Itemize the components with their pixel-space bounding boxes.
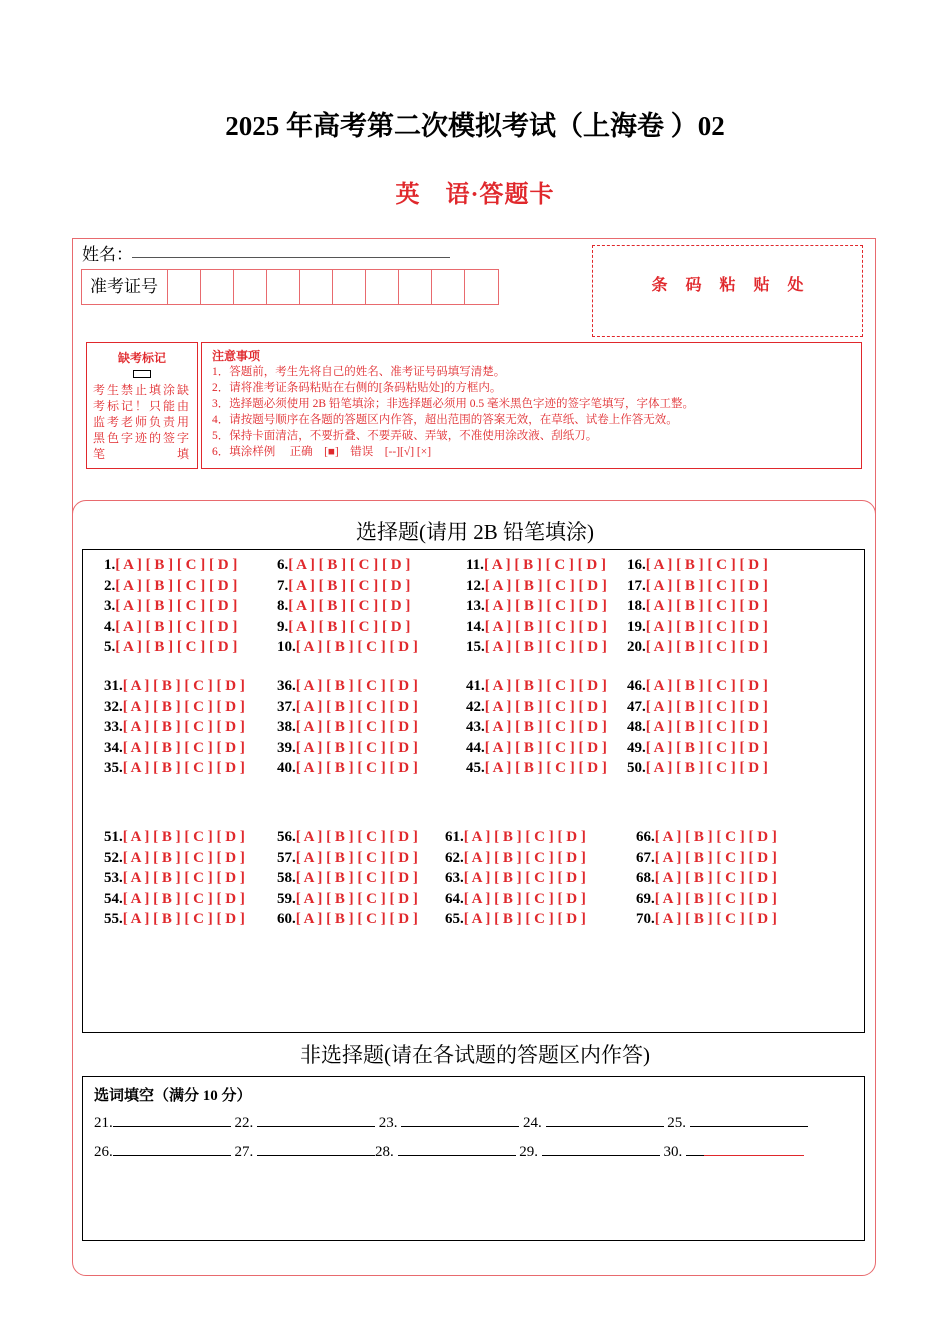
mc-question-number: 54. [104,890,123,907]
mc-question [636,828,777,846]
fill-blank-row [94,1114,808,1132]
page-subtitle: 英 语·答题卡 [395,182,555,208]
mc-answer-options[interactable]: [ A ] [ B ] [ C ] [ D ] [483,557,606,573]
mc-answer-options[interactable]: [ A ] [ B ] [ C ] [ D ] [295,739,418,756]
exam-number-cell[interactable] [366,270,399,304]
mc-answer-options[interactable]: [ A ] [ B ] [ C ] [ D ] [122,719,245,735]
notes-item: 2．请将准考证条码粘贴在右侧的[条码粘贴处]的方框内。 [212,382,502,394]
mc-question-number: 36. [277,678,296,694]
mc-question [277,869,418,887]
mc-answer-options[interactable]: [ A ] [ B ] [ C ] [ D ] [484,678,607,694]
mc-question [636,910,777,928]
mc-answer-options[interactable]: [ A ] [ B ] [ C ] [ D ] [463,911,586,927]
mc-question-number: 60. [277,911,296,927]
mc-question [104,890,245,908]
mc-question-number: 40. [277,760,296,776]
mc-question [466,759,607,777]
mc-question-number: 32. [104,698,123,715]
exam-number-grid [81,269,499,305]
mc-question-number: 64. [445,890,464,907]
mc-heading: 选择题(请用 2B 铅笔填涂) [356,520,594,544]
mc-question [627,618,768,636]
mc-question [627,677,768,695]
mc-question-number: 38. [277,719,296,735]
mc-answer-options[interactable]: [ A ] [ B ] [ C ] [ D ] [645,760,768,776]
mc-question [627,577,768,595]
mc-answer-options[interactable]: [ A ] [ B ] [ C ] [ D ] [654,870,777,886]
mc-question [627,739,768,757]
mc-answer-options[interactable]: [ A ] [ B ] [ C ] [ D ] [295,870,418,886]
mc-answer-options[interactable]: [ A ] [ B ] [ C ] [ D ] [122,698,245,715]
mc-answer-options[interactable]: [ A ] [ B ] [ C ] [ D ] [122,678,245,694]
mc-question-number: 17. [627,577,646,594]
mc-question [277,556,410,574]
mc-answer-options[interactable]: [ A ] [ B ] [ C ] [ D ] [484,739,607,756]
mc-question [277,718,418,736]
mc-answer-options[interactable]: [ A ] [ B ] [ C ] [ D ] [463,870,586,886]
name-field[interactable] [132,257,450,258]
fill-blank-number: 23. [378,1115,398,1131]
mc-question-number: 5. [104,639,116,655]
notes-box [201,342,862,469]
mc-question-number: 65. [445,911,464,927]
mc-question-number: 66. [636,829,655,845]
exam-number-label: 准考证号 [82,270,168,304]
mc-question [636,890,777,908]
exam-number-cell[interactable] [267,270,300,304]
mc-answer-options[interactable]: [ A ] [ B ] [ C ] [ D ] [654,890,777,907]
mc-question [636,849,777,867]
mc-question-number: 62. [445,849,464,866]
mc-question [466,698,607,716]
mc-question-number: 52. [104,849,123,866]
mc-question-number: 42. [466,698,485,715]
mc-question-number: 59. [277,890,296,907]
mc-question-number: 48. [627,719,646,735]
mc-answer-options[interactable]: [ A ] [ B ] [ C ] [ D ] [645,639,768,655]
mc-question-number: 15. [466,639,485,655]
mc-answer-options[interactable]: [ A ] [ B ] [ C ] [ D ] [295,639,418,655]
mc-answer-options[interactable]: [ A ] [ B ] [ C ] [ D ] [115,557,238,573]
mc-question [636,869,777,887]
mc-question [104,910,245,928]
mc-question-number: 3. [104,598,116,614]
exam-number-cell[interactable] [399,270,432,304]
mc-question-number: 2. [104,577,116,594]
mc-question-number: 44. [466,739,485,756]
mc-answer-options[interactable]: [ A ] [ B ] [ C ] [ D ] [484,618,607,635]
mc-answer-options[interactable]: [ A ] [ B ] [ C ] [ D ] [645,557,768,573]
mc-question-number: 10. [277,639,296,655]
mc-answer-options[interactable]: [ A ] [ B ] [ C ] [ D ] [654,911,777,927]
mc-question [466,597,607,615]
mc-question [277,698,418,716]
page-title: 2025 年高考第二次模拟考试（上海卷 ）02 [225,111,725,141]
absent-mark-text: 考生禁止填涂缺考标记！只能由监考老师负责用黑色字迹的签字笔填 [93,383,192,461]
mc-answer-options[interactable]: [ A ] [ B ] [ C ] [ D ] [122,870,245,886]
mc-question [277,828,418,846]
mc-question [466,577,607,595]
fill-blank-line[interactable] [704,1143,804,1156]
mc-question [466,638,607,656]
mc-question-number: 53. [104,870,123,886]
mc-question-number: 8. [277,598,289,614]
mc-question-number: 4. [104,618,116,635]
mc-question-number: 46. [627,678,646,694]
mc-question-number: 6. [277,557,289,573]
mc-question [466,718,607,736]
mc-question-number: 69. [636,890,655,907]
mc-question [277,677,418,695]
mc-answer-options[interactable]: [ A ] [ B ] [ C ] [ D ] [463,829,586,845]
mc-question [277,618,410,636]
barcode-area [592,245,863,337]
mc-answer-options[interactable]: [ A ] [ B ] [ C ] [ D ] [484,598,607,614]
mc-question-number: 67. [636,849,655,866]
notes-title: 注意事项 [212,349,261,363]
mc-answer-options[interactable]: [ A ] [ B ] [ C ] [ D ] [122,890,245,907]
mc-answer-options[interactable]: [ A ] [ B ] [ C ] [ D ] [122,911,245,927]
mc-question [466,739,607,757]
notes-item: 1．答题前，考生先将自己的姓名、准考证号码填写清楚。 [212,366,506,378]
mc-answer-options[interactable]: [ A ] [ B ] [ C ] [ D ] [484,760,607,776]
mc-question-number: 55. [104,911,123,927]
mc-question-number: 41. [466,678,485,694]
barcode-label: 条码粘贴处 [651,277,822,294]
mc-question [277,739,418,757]
exam-number-cell[interactable] [300,270,333,304]
absent-mark-checkbox[interactable] [133,370,151,378]
mc-answer-options[interactable]: [ A ] [ B ] [ C ] [ D ] [295,698,418,715]
name-label: 姓名： [82,245,133,264]
mc-question-number: 56. [277,829,296,845]
mc-question [277,849,418,867]
mc-question-number: 33. [104,719,123,735]
mc-answer-options[interactable]: [ A ] [ B ] [ C ] [ D ] [645,698,768,715]
fill-blank-line[interactable] [686,1143,704,1156]
mc-question-number: 9. [277,618,289,635]
mc-question [277,890,418,908]
mc-question-number: 31. [104,678,123,694]
mc-question [104,698,245,716]
mc-answer-options[interactable]: [ A ] [ B ] [ C ] [ D ] [654,829,777,845]
fill-blank-number: 22. [234,1115,254,1131]
mc-question [466,556,606,574]
mc-question [277,577,410,595]
mc-question [277,638,418,656]
mc-question [627,556,768,574]
mc-question-number: 11. [466,557,484,573]
mc-question-number: 63. [445,870,464,886]
absent-mark-title: 缺考标记 [117,351,166,365]
mc-question-number: 50. [627,760,646,776]
fill-blank-number: 30. [663,1144,683,1160]
fill-blank-number: 26. [94,1144,113,1160]
mc-question-number: 45. [466,760,485,776]
mc-question [104,677,245,695]
mc-question [104,828,245,846]
mc-answer-options[interactable]: [ A ] [ B ] [ C ] [ D ] [288,577,411,594]
mc-answer-options[interactable]: [ A ] [ B ] [ C ] [ D ] [122,849,245,866]
mc-answer-options[interactable]: [ A ] [ B ] [ C ] [ D ] [645,739,768,756]
mc-answer-options[interactable]: [ A ] [ B ] [ C ] [ D ] [122,760,245,776]
mc-question-number: 14. [466,618,485,635]
fill-blank-number: 25. [667,1115,686,1131]
mc-question [104,869,245,887]
mc-question [104,759,245,777]
exam-number-cell[interactable] [333,270,366,304]
mc-question-number: 19. [627,618,646,635]
mc-question-number: 35. [104,760,123,776]
mc-question-number: 43. [466,719,485,735]
mc-answer-options[interactable]: [ A ] [ B ] [ C ] [ D ] [645,678,768,694]
mc-answer-options[interactable]: [ A ] [ B ] [ C ] [ D ] [463,890,586,907]
mc-question [445,869,586,887]
mc-answer-options[interactable]: [ A ] [ B ] [ C ] [ D ] [115,618,238,635]
mc-question [104,849,245,867]
mc-question [627,698,768,716]
mc-answer-options[interactable]: [ A ] [ B ] [ C ] [ D ] [484,577,607,594]
mc-question-number: 16. [627,557,646,573]
mc-question [104,718,245,736]
fill-blank-line[interactable] [257,1114,375,1127]
mc-question [104,618,237,636]
fill-blank-number: 24. [523,1115,542,1131]
exam-number-cell[interactable] [234,270,267,304]
fill-blank-line[interactable] [257,1143,375,1156]
mc-question [277,759,418,777]
mc-answer-options[interactable]: [ A ] [ B ] [ C ] [ D ] [295,849,418,866]
mc-answer-options[interactable]: [ A ] [ B ] [ C ] [ D ] [115,639,238,655]
mc-question [627,718,768,736]
mc-question-number: 18. [627,598,646,614]
mc-question [445,910,586,928]
mc-answer-options[interactable]: [ A ] [ B ] [ C ] [ D ] [645,577,768,594]
exam-number-cell[interactable] [465,270,498,304]
mc-question-number: 58. [277,870,296,886]
mc-question [104,597,237,615]
fill-blank-row [94,1143,804,1161]
mc-question [104,577,237,595]
mc-question [466,677,607,695]
mc-question-number: 34. [104,739,123,756]
fill-blank-line[interactable] [398,1143,516,1156]
exam-number-cell[interactable] [432,270,465,304]
mc-question-number: 1. [104,557,116,573]
mc-question-number: 70. [636,911,655,927]
mc-answer-options[interactable]: [ A ] [ B ] [ C ] [ D ] [295,760,418,776]
notes-item: 3．选择题必须使用 2B 铅笔填涂；非选择题必须用 0.5 毫米黑色字迹的签字笔填写，字体工整。 [212,398,695,410]
fill-blank-line[interactable] [113,1143,231,1156]
absent-mark-box [86,342,198,469]
mc-question-number: 39. [277,739,296,756]
fill-blank-line[interactable] [546,1114,664,1127]
mc-question-number: 49. [627,739,646,756]
fill-blank-line[interactable] [690,1114,808,1127]
fill-blank-line[interactable] [401,1114,519,1127]
fill-blank-number: 27. [234,1144,254,1160]
exam-number-cell[interactable] [168,270,201,304]
mc-question-number: 37. [277,698,296,715]
mc-answer-options[interactable]: [ A ] [ B ] [ C ] [ D ] [288,598,411,614]
mc-answer-options[interactable]: [ A ] [ B ] [ C ] [ D ] [295,911,418,927]
mc-answer-options[interactable]: [ A ] [ B ] [ C ] [ D ] [484,719,607,735]
mc-answer-options[interactable]: [ A ] [ B ] [ C ] [ D ] [654,849,777,866]
mc-question-number: 12. [466,577,485,594]
fill-blank-line[interactable] [542,1143,660,1156]
mc-question [104,556,237,574]
mc-question-number: 68. [636,870,655,886]
mc-question-number: 13. [466,598,485,614]
mc-question-number: 7. [277,577,289,594]
mc-answer-options[interactable]: [ A ] [ B ] [ C ] [ D ] [122,829,245,845]
mc-question [104,638,237,656]
mc-question [627,597,768,615]
exam-number-cell[interactable] [201,270,234,304]
mc-question [445,849,586,867]
mc-answer-options[interactable]: [ A ] [ B ] [ C ] [ D ] [645,598,768,614]
mc-answer-options[interactable]: [ A ] [ B ] [ C ] [ D ] [295,829,418,845]
mc-question [277,597,410,615]
fill-blank-line[interactable] [113,1114,231,1127]
mc-question [445,828,586,846]
mc-answer-options[interactable]: [ A ] [ B ] [ C ] [ D ] [484,698,607,715]
mc-question-number: 51. [104,829,123,845]
mc-question [104,739,245,757]
notes-item: 5．保持卡面清洁，不要折叠、不要弄破、弄皱，不准使用涂改液、刮纸刀。 [212,430,598,442]
mc-answer-options[interactable]: [ A ] [ B ] [ C ] [ D ] [463,849,586,866]
mc-answer-options[interactable]: [ A ] [ B ] [ C ] [ D ] [484,639,607,655]
mc-answer-options[interactable]: [ A ] [ B ] [ C ] [ D ] [288,618,411,635]
mc-question-number: 61. [445,829,464,845]
fill-blank-number: 28. [375,1144,394,1160]
nc-title: 选词填空（满分 10 分） [94,1088,252,1104]
mc-answer-options[interactable]: [ A ] [ B ] [ C ] [ D ] [295,719,418,735]
mc-answer-options[interactable]: [ A ] [ B ] [ C ] [ D ] [645,618,768,635]
nc-heading: 非选择题(请在各试题的答题区内作答) [300,1043,650,1067]
mc-question-number: 57. [277,849,296,866]
mc-answer-options[interactable]: [ A ] [ B ] [ C ] [ D ] [645,719,768,735]
notes-item: 6．填涂样例 正确 [■] 错误 [--][√] [×] [212,446,432,458]
mc-question-number: 20. [627,639,646,655]
mc-answer-options[interactable]: [ A ] [ B ] [ C ] [ D ] [295,890,418,907]
mc-question [445,890,586,908]
notes-item: 4．请按题号顺序在各题的答题区内作答，超出范围的答案无效，在草纸、试卷上作答无效。 [212,414,678,426]
mc-answer-options[interactable]: [ A ] [ B ] [ C ] [ D ] [122,739,245,756]
mc-answer-options[interactable]: [ A ] [ B ] [ C ] [ D ] [288,557,411,573]
mc-question [277,910,418,928]
mc-answer-options[interactable]: [ A ] [ B ] [ C ] [ D ] [295,678,418,694]
mc-question-number: 47. [627,698,646,715]
mc-question [627,759,768,777]
fill-blank-number: 29. [519,1144,538,1160]
mc-answer-options[interactable]: [ A ] [ B ] [ C ] [ D ] [115,577,238,594]
mc-question [627,638,768,656]
fill-blank-number: 21. [94,1115,113,1131]
mc-answer-options[interactable]: [ A ] [ B ] [ C ] [ D ] [115,598,238,614]
mc-question [466,618,607,636]
